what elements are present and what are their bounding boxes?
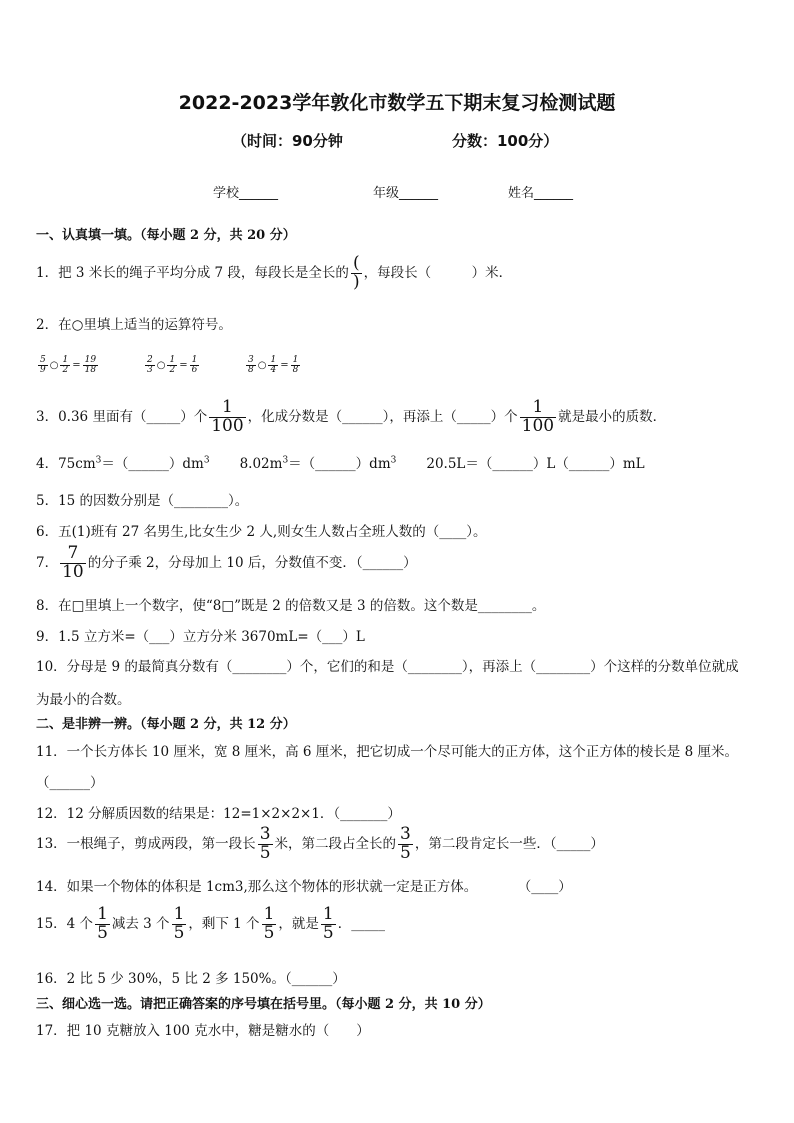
exam-score: 分数：100分）	[452, 132, 559, 150]
question-10-line-1: 10．分母是 9 的最简真分数有（________）个，它们的和是（________），再添上（________）个这样的分数单位就成	[36, 659, 739, 675]
question-15: 15．4 个 $\frac{1}{5}$ 减去 3 个 $\frac{1}{5}$ ，剩下 1 个 $\frac{1}{5}$ ，就是 $\frac{1}{5}$ ．_____	[36, 904, 385, 943]
question-7: 7． $\frac{7}{10}$ 的分子乘 2，分母加上 10 后，分数值不变．（______）	[36, 543, 417, 582]
question-13: 13．一根绳子，剪成两段，第一段长 $\frac{3}{5}$ 米，第二段占全长的 $\frac{3}{5}$ ，第二段肯定长一些．（_____）	[36, 824, 604, 863]
question-12: 12．12 分解质因数的结果是：12=1×2×2×1．（_______）	[36, 806, 401, 822]
question-10-line-2: 为最小的合数。	[36, 692, 131, 708]
school-field[interactable]: 学校______	[213, 186, 279, 201]
section-2-heading: 二、是非辨一辨。（每小题 2 分，共 12 分）	[36, 717, 296, 732]
question-8: 8．在□里填上一个数字，使“8□”既是 2 的倍数又是 3 的倍数。这个数是________。	[36, 598, 546, 614]
question-16: 16．2 比 5 少 30%，5 比 2 多 150%。（______）	[36, 971, 346, 987]
question-6: 6．五(1)班有 27 名男生,比女生少 2 人,则女生人数占全班人数的（____）。	[36, 524, 487, 540]
grade-field[interactable]: 年级______	[373, 186, 439, 201]
q1-blank-fraction: $\frac{(}{)}$	[352, 253, 360, 292]
q2-expression-2: $\frac{2}{3}$ ○ $\frac{1}{2}$ = $\frac{1}{6}$	[147, 354, 198, 375]
question-3: 3．0.36 里面有（_____）个 $\frac{1}{100}$ ，化成分数是（______），再添上（_____）个 $\frac{1}{100}$ 就是最小的质数．	[36, 397, 667, 436]
question-14: 14．如果一个物体的体积是 1cm3,那么这个物体的形状就一定是正方体。 （____）	[36, 879, 572, 895]
section-1-heading: 一、认真填一填。（每小题 2 分，共 20 分）	[36, 228, 296, 243]
name-field[interactable]: 姓名______	[508, 186, 574, 201]
q3-fraction-1: $\frac{1}{100}$	[211, 397, 244, 436]
question-2: 2．在○里填上适当的运算符号。	[36, 317, 232, 333]
question-4: 4．$75cm^3=(\_\_\_\_\_\_)dm^3$ $8.02m^3=(\_\_\_\_\_\_)dm^3$ 20.5L＝（______）L（______）mL	[36, 455, 645, 472]
q3-fraction-2: $\frac{1}{100}$	[521, 397, 555, 436]
section-3-heading: 三、细心选一选。请把正确答案的序号填在括号里。（每小题 2 分，共 10 分）	[36, 997, 491, 1012]
question-11-line-2: （______）	[36, 775, 104, 791]
page-title: 2022-2023学年敦化市数学五下期末复习检测试题	[178, 92, 616, 114]
q1-text: 1．把 3 米长的绳子平均分成 7 段，每段长是全长的	[36, 264, 349, 281]
exam-time: （时间：90分钟	[232, 132, 343, 150]
question-5: 5．15 的因数分别是（________）。	[36, 493, 249, 509]
question-9: 9．1.5 立方米=（___）立方分米 3670mL=（___）L	[36, 629, 365, 645]
q13-fraction-2: $\frac{3}{5}$	[400, 824, 411, 863]
q2-expression-1: $\frac{5}{9}$ ○ $\frac{1}{2}$ = $\frac{19}{18}$	[40, 354, 97, 375]
question-17: 17．把 10 克糖放入 100 克水中，糖是糖水的（ ）	[36, 1023, 370, 1039]
question-11-line-1: 11．一个长方体长 10 厘米，宽 8 厘米，高 6 厘米，把它切成一个尽可能大的正方体，这个正方体的棱长是 8 厘米。	[36, 744, 738, 760]
q13-fraction-1: $\frac{3}{5}$	[259, 824, 271, 863]
q2-expression-3: $\frac{3}{8}$ ○ $\frac{1}{4}$ = $\frac{1}{8}$	[248, 354, 299, 375]
q7-fraction: $\frac{7}{10}$	[62, 543, 84, 582]
q1-text-2: ，每段长（ ）米．	[363, 264, 513, 281]
question-1	[36, 255, 512, 292]
